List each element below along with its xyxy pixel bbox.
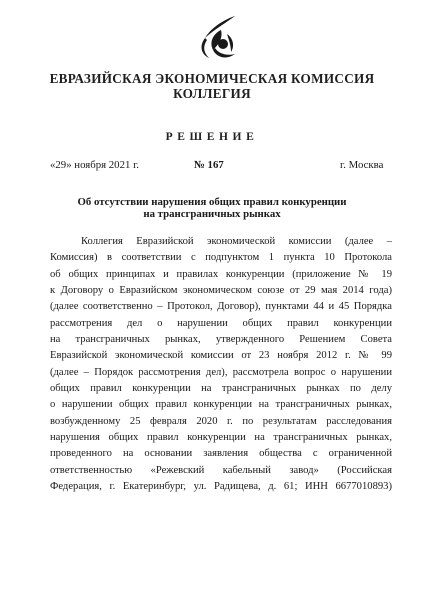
body-line: (далее соответственно – Протокол, Договор), пунктами 44 и 45 Порядка: [50, 301, 392, 313]
document-number: № 167: [194, 159, 224, 171]
body-line: нарушения общих правил конкуренции на трансграничных рынках,: [50, 432, 392, 444]
body-line: Федерация, г. Екатеринбург, ул. Радищева, д. 61; ИНН 6677010893): [50, 481, 392, 493]
body-line: Коллегия Евразийской экономической комиссии (далее –: [81, 236, 392, 247]
document-city: г. Москва: [340, 159, 384, 171]
org-name: ЕВРАЗИЙСКАЯ ЭКОНОМИЧЕСКАЯ КОМИССИЯ: [49, 71, 375, 86]
document-title-line: на трансграничных рынках: [143, 208, 281, 220]
body-line: Комиссия) в соответствии с подпунктом 1 пункта 10 Протокола: [50, 252, 392, 264]
org-body: КОЛЛЕГИЯ: [173, 86, 251, 101]
document-date: «29» ноября 2021 г.: [50, 159, 139, 171]
body-line: на трансграничных рынках, утвержденного Решением Совета: [50, 334, 392, 346]
body-line: возбужденному 25 февраля 2020 г. по результатам расследования: [50, 415, 392, 427]
body-line: о нарушении общих правил конкуренции на трансграничных рынках,: [50, 399, 392, 411]
body-line: об общих принципах и правилах конкуренции (приложение № 19: [50, 268, 392, 280]
body-line: рассмотрения дел о нарушении общих правил конкуренции: [50, 317, 392, 329]
body-line: (далее – Порядок рассмотрения дел), рассмотрела вопрос о нарушении: [50, 366, 392, 378]
eec-emblem-icon: [191, 14, 245, 64]
body-line: проведенного на основании заявления общества с ограниченной: [50, 448, 392, 460]
body-line: к Договору о Евразийском экономическом союзе от 29 мая 2014 года): [50, 285, 392, 297]
document-type: РЕШЕНИЕ: [165, 131, 259, 143]
document-body: [50, 234, 392, 496]
body-line: ответственностью «Режевский кабельный завод» (Российская: [50, 464, 392, 476]
body-line: общих правил конкуренции на трансграничных рынках по делу: [50, 383, 392, 395]
body-line: Евразийской экономической комиссии от 23 ноября 2012 г. № 99: [50, 350, 392, 362]
document-title-line: Об отсутствии нарушения общих правил конкуренции: [77, 196, 347, 208]
